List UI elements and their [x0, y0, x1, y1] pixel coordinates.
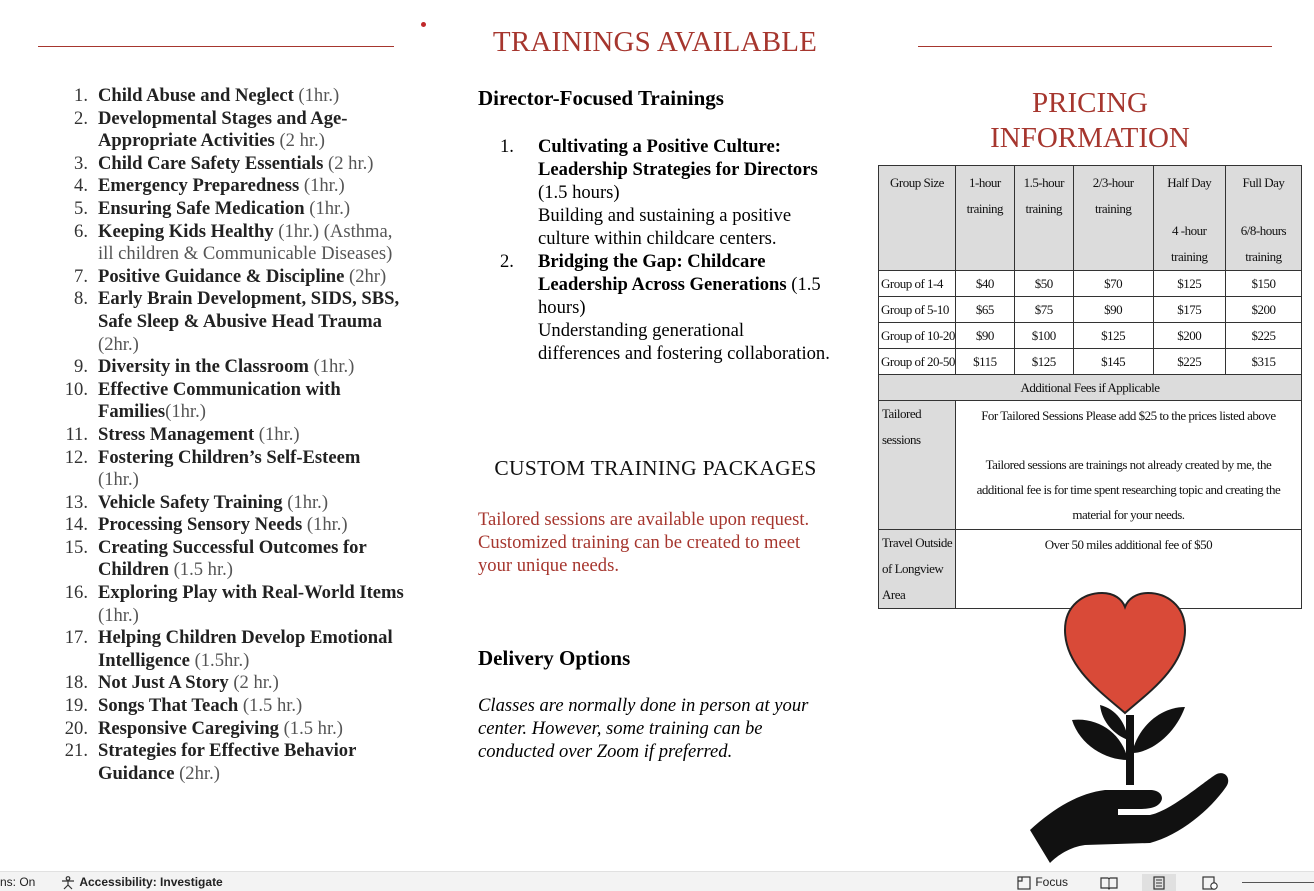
training-text — [98, 718, 405, 741]
training-number: 3. — [74, 152, 88, 174]
training-number: 12. — [64, 446, 88, 468]
training-number: 20. — [64, 717, 88, 739]
training-item — [60, 672, 405, 695]
training-item — [60, 198, 405, 221]
training-number: 5. — [74, 197, 88, 219]
director-training-number: 1. — [500, 136, 514, 157]
training-title: Keeping Kids Healthy — [98, 220, 274, 242]
training-number: 15. — [64, 536, 88, 558]
price-cell-half: $200 — [1153, 323, 1225, 349]
training-duration: (2 hr.) — [228, 672, 279, 694]
director-training-title: Bridging the Gap: Childcare Leadership Across Generations — [538, 251, 787, 295]
col-header-halfday: Half Day 4 -hour training — [1153, 166, 1225, 271]
training-title: Processing Sensory Needs — [98, 514, 303, 536]
training-item — [60, 447, 405, 492]
training-title: Positive Guidance & Discipline — [98, 265, 345, 287]
col-header-1hr: 1-hour training — [955, 166, 1014, 271]
heart-icon — [1065, 593, 1185, 713]
training-text — [98, 266, 405, 289]
price-row — [879, 349, 1302, 375]
price-cell-p15: $100 — [1014, 323, 1073, 349]
training-number: 11. — [65, 423, 88, 445]
training-title: Ensuring Safe Medication — [98, 197, 305, 219]
heart-plant-hand-illustration — [1010, 585, 1240, 865]
training-item — [60, 492, 405, 515]
travel-label: Travel Outside of Longview Area — [879, 530, 956, 609]
training-number: 9. — [74, 356, 88, 378]
travel-text: Over 50 miles additional fee of $50 — [955, 530, 1301, 609]
tailored-text: For Tailored Sessions Please add $25 to the prices listed above Tailored sessions are trainings not already created by me, the additional fee is for time spent researching topic and creating the material for your needs. — [955, 401, 1301, 530]
web-layout-icon — [1202, 876, 1218, 890]
training-item — [60, 379, 405, 424]
price-cell-group: Group of 5-10 — [879, 297, 956, 323]
training-item — [60, 175, 405, 198]
additional-fees-row — [879, 375, 1302, 401]
price-cell-p1: $65 — [955, 297, 1014, 323]
training-item — [60, 85, 405, 108]
page-title: TRAININGS AVAILABLE — [492, 26, 818, 58]
training-text — [98, 108, 405, 153]
training-item — [60, 221, 405, 266]
director-heading: Director-Focused Trainings — [478, 86, 724, 110]
focus-icon — [1016, 876, 1032, 890]
price-cell-p23: $125 — [1073, 323, 1153, 349]
price-cell-p15: $50 — [1014, 271, 1073, 297]
training-duration: (1hr.) — [165, 401, 206, 423]
price-cell-p23: $145 — [1073, 349, 1153, 375]
price-row — [879, 297, 1302, 323]
pricing-title-line2: INFORMATION — [990, 122, 1190, 154]
training-number: 14. — [64, 514, 88, 536]
training-duration: (1hr.) — [308, 356, 355, 378]
price-cell-full: $150 — [1225, 271, 1301, 297]
price-cell-p23: $70 — [1073, 271, 1153, 297]
training-duration: (1.5 hr.) — [168, 559, 233, 581]
training-text — [98, 514, 405, 537]
status-partial-label: ns: On — [0, 875, 36, 889]
price-cell-p15: $75 — [1014, 297, 1073, 323]
accessibility-status[interactable] — [60, 875, 223, 890]
delivery-text: Classes are normally done in person at your center. However, some training can be conducted over Zoom if preferred. — [478, 695, 809, 762]
training-number: 10. — [64, 378, 88, 400]
training-text — [98, 492, 405, 515]
training-text — [98, 627, 405, 672]
training-number: 1. — [74, 85, 88, 106]
price-row — [879, 323, 1302, 349]
price-cell-half: $125 — [1153, 271, 1225, 297]
training-text — [98, 695, 405, 718]
header-rule-left — [38, 46, 394, 47]
red-dot-mark — [421, 22, 426, 27]
focus-button[interactable] — [1016, 875, 1068, 890]
director-training-item — [500, 250, 830, 365]
price-cell-p23: $90 — [1073, 297, 1153, 323]
training-number: 6. — [74, 220, 88, 242]
training-title: Strategies for Effective Behavior Guidance — [98, 740, 356, 784]
price-cell-group: Group of 1-4 — [879, 271, 956, 297]
training-item — [60, 266, 405, 289]
training-title: Responsive Caregiving — [98, 717, 279, 739]
training-text — [98, 153, 405, 176]
training-number: 2. — [74, 107, 88, 129]
price-cell-p1: $90 — [955, 323, 1014, 349]
training-duration: (1hr.) — [304, 197, 351, 219]
training-duration: (1hr.) — [299, 175, 345, 197]
plant-hand-icon — [1030, 705, 1228, 863]
training-duration: (1hr.) — [282, 491, 329, 513]
price-cell-p1: $115 — [955, 349, 1014, 375]
training-text — [98, 85, 405, 108]
training-text — [98, 447, 405, 492]
training-text — [98, 672, 405, 695]
training-duration: (1hr.) (Asthma, ill children & Communicable Diseases) — [98, 220, 393, 265]
training-number: 16. — [64, 582, 88, 604]
col-header-23hr: 2/3-hour training — [1073, 166, 1153, 271]
training-duration: (1hr.) — [254, 423, 300, 445]
training-duration: (1.5 hr.) — [278, 717, 343, 739]
price-cell-full: $225 — [1225, 323, 1301, 349]
training-number: 18. — [64, 672, 88, 694]
training-title: Vehicle Safety Training — [98, 491, 283, 513]
price-cell-full: $200 — [1225, 297, 1301, 323]
director-training-text — [538, 135, 830, 250]
training-duration: (1hr.) — [98, 604, 139, 626]
training-title: Effective Communication with Families — [98, 378, 341, 423]
accessibility-label: Accessibility: Investigate — [79, 875, 223, 889]
header-rule-right — [918, 46, 1272, 47]
col-header-group: Group Size — [879, 166, 956, 271]
training-number: 19. — [64, 695, 88, 717]
read-mode-icon — [1100, 876, 1118, 890]
custom-packages-text: Tailored sessions are available upon request. Customized training can be created to meet your unique needs. — [478, 509, 810, 576]
training-item — [60, 695, 405, 718]
training-title: Exploring Play with Real-World Items — [98, 582, 404, 604]
training-duration: (1.5hr.) — [189, 649, 250, 671]
training-item — [60, 514, 405, 537]
training-title: Diversity in the Classroom — [98, 356, 309, 378]
print-layout-icon — [1152, 876, 1166, 890]
col-header-fullday: Full Day 6/8-hours training — [1225, 166, 1301, 271]
training-text — [98, 740, 405, 785]
custom-packages-heading: CUSTOM TRAINING PACKAGES — [494, 456, 817, 480]
director-training-title: Cultivating a Positive Culture: Leadership Strategies for Directors — [538, 136, 818, 180]
director-training-number: 2. — [500, 251, 514, 272]
training-item — [60, 582, 405, 627]
training-duration: (1hr.) — [98, 469, 139, 491]
director-training-item — [500, 135, 830, 250]
director-training-duration: (1.5 hours) — [538, 274, 821, 318]
training-text — [98, 175, 405, 198]
training-title: Not Just A Story — [98, 672, 229, 694]
training-text — [98, 288, 405, 356]
training-title: Child Care Safety Essentials — [98, 152, 324, 174]
read-mode-button[interactable] — [1092, 874, 1126, 891]
director-training-desc: Building and sustaining a positive culture within childcare centers. — [538, 205, 792, 249]
price-cell-full: $315 — [1225, 349, 1301, 375]
training-item — [60, 718, 405, 741]
training-title: Developmental Stages and Age-Appropriate Activities — [98, 107, 348, 152]
training-text — [98, 582, 405, 627]
trainings-list — [60, 85, 405, 785]
price-cell-group: Group of 10-20 — [879, 323, 956, 349]
training-title: Songs That Teach — [98, 695, 239, 717]
price-cell-p15: $125 — [1014, 349, 1073, 375]
training-item — [60, 153, 405, 176]
training-number: 7. — [74, 265, 88, 287]
col-header-15hr: 1.5-hour training — [1014, 166, 1073, 271]
training-duration: (2hr.) — [98, 333, 139, 355]
training-title: Fostering Children’s Self-Esteem — [98, 446, 361, 468]
training-item — [60, 108, 405, 153]
training-title: Early Brain Development, SIDS, SBS, Safe Sleep & Abusive Head Trauma — [98, 288, 400, 332]
training-text — [98, 424, 405, 447]
pricing-header-row — [879, 166, 1302, 271]
training-duration: (1.5 hr.) — [238, 695, 303, 717]
web-layout-button[interactable] — [1193, 874, 1227, 891]
price-row — [879, 271, 1302, 297]
training-item — [60, 288, 405, 356]
training-title: Creating Successful Outcomes for Children — [98, 536, 367, 581]
price-cell-half: $225 — [1153, 349, 1225, 375]
training-item — [60, 740, 405, 785]
price-cell-group: Group of 20-50 — [879, 349, 956, 375]
training-number: 8. — [74, 288, 88, 310]
training-number: 21. — [64, 740, 88, 762]
zoom-slider-track[interactable] — [1242, 882, 1314, 883]
training-duration: (1hr.) — [293, 85, 340, 106]
print-layout-button[interactable] — [1142, 874, 1176, 891]
tailored-row — [879, 401, 1302, 530]
price-cell-p1: $40 — [955, 271, 1014, 297]
training-duration: (2hr) — [344, 265, 387, 287]
additional-fees-label: Additional Fees if Applicable — [879, 375, 1302, 401]
training-text — [98, 221, 405, 266]
training-text — [98, 198, 405, 221]
training-title: Child Abuse and Neglect — [98, 85, 294, 106]
director-training-text — [538, 250, 830, 365]
director-trainings-list — [500, 135, 830, 365]
director-training-desc: Understanding generational differences and fostering collaboration. — [538, 320, 830, 364]
training-item — [60, 356, 405, 379]
training-duration: (2 hr.) — [323, 152, 374, 174]
training-duration: (2 hr.) — [274, 130, 325, 152]
training-title: Emergency Preparedness — [98, 175, 300, 197]
training-item — [60, 537, 405, 582]
training-duration: (2hr.) — [174, 762, 220, 784]
training-title: Helping Children Develop Emotional Intelligence — [98, 627, 393, 671]
focus-label: Focus — [1035, 875, 1069, 889]
pricing-title — [940, 86, 1240, 156]
training-title: Stress Management — [98, 423, 255, 445]
training-text — [98, 356, 405, 379]
status-bar — [0, 871, 1314, 891]
pricing-table — [878, 165, 1302, 609]
training-text — [98, 379, 405, 424]
tailored-label: Tailored sessions — [879, 401, 956, 530]
training-duration: (1hr.) — [302, 514, 348, 536]
training-number: 17. — [64, 627, 88, 649]
delivery-heading: Delivery Options — [478, 646, 631, 670]
training-item — [60, 424, 405, 447]
training-number: 13. — [64, 491, 88, 513]
training-item — [60, 627, 405, 672]
pricing-title-line1: PRICING — [1031, 87, 1148, 119]
price-cell-half: $175 — [1153, 297, 1225, 323]
training-text — [98, 537, 405, 582]
training-number: 4. — [74, 175, 88, 197]
accessibility-icon — [60, 876, 76, 890]
director-training-duration: (1.5 hours) — [538, 182, 620, 203]
